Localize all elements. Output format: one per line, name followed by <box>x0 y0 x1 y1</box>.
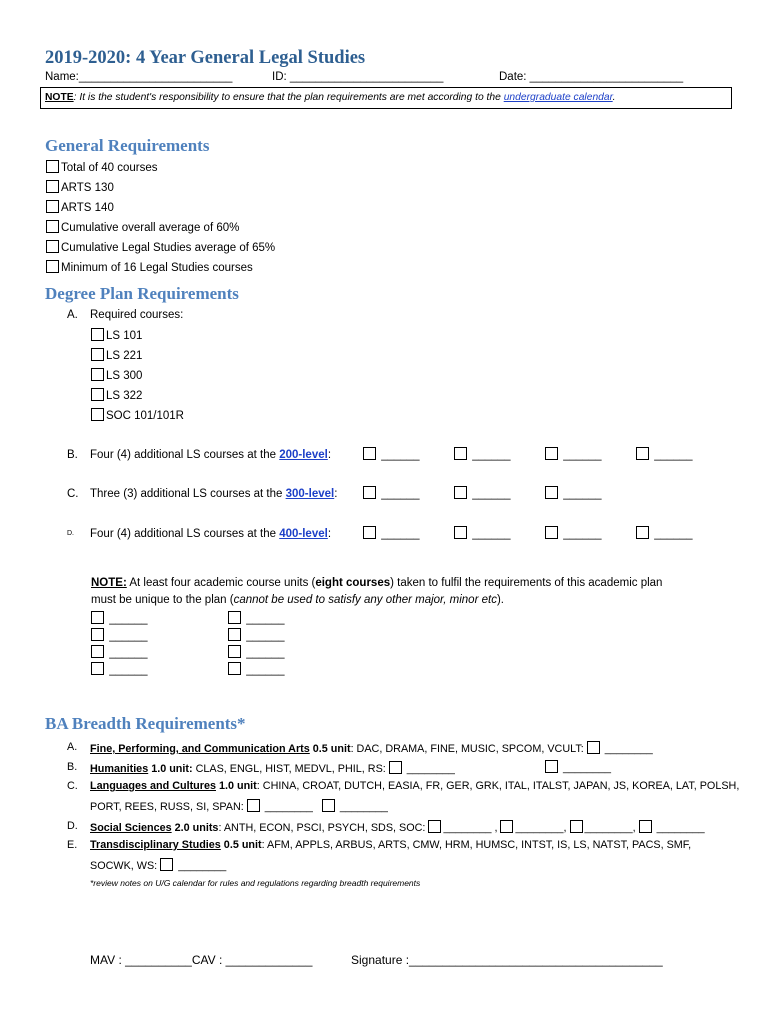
blank-slot <box>636 447 693 461</box>
course-label: LS 300 <box>106 370 143 382</box>
checkbox[interactable] <box>91 645 104 658</box>
blank-slot <box>545 486 602 500</box>
checkbox[interactable] <box>46 200 59 213</box>
blank-slot <box>91 645 148 659</box>
unique-plan-note <box>91 577 662 589</box>
general-item-label: Cumulative Legal Studies average of 65% <box>61 242 276 254</box>
list-marker-e: E. <box>67 839 78 851</box>
checkbox[interactable] <box>160 858 173 871</box>
breadth-e-line2 <box>90 858 226 872</box>
breadth-b-title: Humanities <box>90 763 149 775</box>
breadth-b <box>90 761 455 775</box>
general-requirements-heading: General Requirements <box>45 136 210 155</box>
checkbox[interactable] <box>247 799 260 812</box>
blank-slot <box>545 447 602 461</box>
blank-slot <box>636 526 693 540</box>
blank-line[interactable]: ________ <box>604 743 653 755</box>
blank-line[interactable]: ______ <box>246 647 285 659</box>
colon: : <box>327 449 332 461</box>
checkbox[interactable] <box>228 662 241 675</box>
blank-slot <box>454 486 511 500</box>
mav-cav-field[interactable]: MAV : __________CAV : _____________ <box>90 953 313 967</box>
breadth-b-units: 1.0 unit: <box>148 763 193 775</box>
blank-line[interactable]: ______ <box>246 664 285 676</box>
blank-line[interactable]: ______ <box>246 613 285 625</box>
breadth-d-units: 2.0 units <box>171 822 219 834</box>
list-marker-c: C. <box>67 780 78 792</box>
blank-line[interactable]: ______ <box>381 449 420 461</box>
blank-line[interactable]: ______ <box>246 630 285 642</box>
breadth-d-list: : ANTH, ECON, PSCI, PSYCH, SDS, SOC: <box>218 822 429 834</box>
checkbox[interactable] <box>91 348 104 361</box>
breadth-c-list: : CHINA, CROAT, DUTCH, EASIA, FR, GER, GRK, ITAL, ITALST, JAPAN, JS, KOREA, LAT, POLSH, <box>256 780 740 792</box>
general-item-label: ARTS 130 <box>61 182 114 194</box>
blank-slot <box>228 662 285 676</box>
general-item-label: ARTS 140 <box>61 202 114 214</box>
note-text: ). <box>496 594 504 606</box>
blank-line[interactable]: ________ <box>563 762 612 774</box>
breadth-b-list: CLAS, ENGL, HIST, MEDVL, PHIL, RS: <box>192 763 389 775</box>
blank-slot <box>545 760 611 774</box>
blank-slot <box>545 526 602 540</box>
level-300-link[interactable]: 300-level <box>285 488 335 500</box>
note-label: NOTE <box>45 92 74 103</box>
checkbox[interactable] <box>389 761 402 774</box>
checkbox[interactable] <box>46 220 59 233</box>
breadth-d: Social Sciences 2.0 units: ANTH, ECON, PSCI, PSYCH, SDS, SOC: ________ , ________, ________, ________ <box>90 822 705 834</box>
required-courses-label: Required courses: <box>90 309 184 321</box>
breadth-a <box>90 741 653 755</box>
breadth-d-title: Social Sciences <box>90 822 172 834</box>
blank-line[interactable]: ________ <box>656 822 705 834</box>
checkbox[interactable] <box>454 526 467 539</box>
breadth-c-units: 1.0 unit <box>215 780 257 792</box>
blank-line[interactable]: ______ <box>563 488 602 500</box>
blank-line[interactable]: ______ <box>563 528 602 540</box>
list-marker-d: D. <box>67 820 78 832</box>
blank-line[interactable]: ______ <box>563 449 602 461</box>
blank-slot <box>91 611 148 625</box>
blank-slot <box>228 628 285 642</box>
breadth-c <box>90 780 739 792</box>
level-200-link[interactable]: 200-level <box>279 449 328 461</box>
blank-line[interactable]: ______ <box>109 647 148 659</box>
general-item <box>46 180 114 194</box>
course-item <box>91 388 142 402</box>
checkbox[interactable] <box>545 760 558 773</box>
checkbox[interactable] <box>639 820 652 833</box>
blank-line[interactable]: ______ <box>472 528 511 540</box>
checkbox[interactable] <box>363 447 376 460</box>
blank-slot <box>91 628 148 642</box>
checkbox[interactable] <box>454 447 467 460</box>
course-label: LS 101 <box>106 330 143 342</box>
blank-line[interactable]: ________ <box>515 822 564 834</box>
blank-line[interactable]: ______ <box>654 528 693 540</box>
checkbox[interactable] <box>228 645 241 658</box>
breadth-a-units: 0.5 unit <box>309 743 351 755</box>
checkbox[interactable] <box>91 408 104 421</box>
requirement-b <box>90 449 331 461</box>
blank-line[interactable]: ________ <box>584 822 633 834</box>
general-item <box>46 160 158 174</box>
note-end: . <box>612 92 616 103</box>
blank-line[interactable]: ______ <box>109 613 148 625</box>
checkbox[interactable] <box>46 180 59 193</box>
list-marker-a: A. <box>67 741 78 753</box>
checkbox[interactable] <box>454 486 467 499</box>
requirement-d <box>90 528 331 540</box>
course-label: LS 322 <box>106 390 143 402</box>
colon: : <box>327 528 332 540</box>
id-field[interactable]: ID: ________________________ <box>272 71 444 83</box>
checkbox[interactable] <box>91 328 104 341</box>
blank-line[interactable]: ______ <box>472 488 511 500</box>
note-bold: eight courses <box>315 577 391 589</box>
blank-line[interactable]: ______ <box>109 630 148 642</box>
breadth-heading: BA Breadth Requirements* <box>45 714 246 733</box>
note-text: At least four academic course units ( <box>126 577 316 589</box>
note-label: NOTE: <box>91 577 127 589</box>
blank-slot <box>228 645 285 659</box>
page-title: 2019-2020: 4 Year General Legal Studies <box>45 48 366 68</box>
general-item-label: Cumulative overall average of 60% <box>61 222 240 234</box>
general-item <box>46 200 114 214</box>
course-label: LS 221 <box>106 350 143 362</box>
course-item <box>91 408 184 422</box>
blank-slot <box>363 447 420 461</box>
course-item <box>91 368 142 382</box>
checkbox[interactable] <box>545 447 558 460</box>
blank-line[interactable]: ______ <box>381 528 420 540</box>
checkbox[interactable] <box>570 820 583 833</box>
name-field[interactable]: Name:________________________ <box>45 71 233 83</box>
general-item <box>46 260 253 274</box>
checkbox[interactable] <box>322 799 335 812</box>
checkbox[interactable] <box>500 820 513 833</box>
degree-plan-heading: Degree Plan Requirements <box>45 284 239 303</box>
checkbox[interactable] <box>91 628 104 641</box>
checkbox[interactable] <box>587 741 600 754</box>
level-400-link[interactable]: 400-level <box>279 528 328 540</box>
breadth-e-list: : AFM, APPLS, ARBUS, ARTS, CMW, HRM, HUMSC, INTST, IS, LS, NATST, PACS, SMF, <box>261 839 692 851</box>
note-text: : It is the student's responsibility to ensure that the plan requirements are met according to the <box>73 92 504 103</box>
general-item-label: Total of 40 courses <box>61 162 158 174</box>
list-marker-b: B. <box>67 761 78 773</box>
blank-line[interactable]: ________ <box>264 801 313 813</box>
requirement-b-text: Four (4) additional LS courses at the <box>90 449 280 461</box>
checkbox[interactable] <box>228 611 241 624</box>
blank-slot <box>363 526 420 540</box>
unique-plan-note-line2 <box>91 594 504 606</box>
checkbox[interactable] <box>46 240 59 253</box>
checkbox[interactable] <box>363 526 376 539</box>
course-label: SOC 101/101R <box>106 410 184 422</box>
checkbox[interactable] <box>636 526 649 539</box>
checkbox[interactable] <box>91 388 104 401</box>
breadth-c-line2 <box>90 799 388 813</box>
note-text: ) taken to fulfil the requirements of this academic plan <box>390 577 663 589</box>
breadth-c-list: PORT, REES, RUSS, SI, SPAN: <box>90 801 247 813</box>
checkbox[interactable] <box>91 368 104 381</box>
breadth-e-title: Transdisciplinary Studies <box>90 839 221 851</box>
list-marker-b: B. <box>67 449 78 461</box>
breadth-e-units: 0.5 unit <box>220 839 262 851</box>
undergraduate-calendar-link[interactable]: undergraduate calendar <box>503 92 613 103</box>
blank-line[interactable]: ________ <box>178 860 227 872</box>
signature-field[interactable]: Signature :______________________________________ <box>351 953 663 967</box>
note-italic: cannot be used to satisfy any other major, minor etc <box>233 594 497 606</box>
colon: : <box>334 488 338 500</box>
blank-slot <box>454 526 511 540</box>
checkbox[interactable] <box>428 820 441 833</box>
checkbox[interactable] <box>228 628 241 641</box>
breadth-a-title: Fine, Performing, and Communication Arts <box>90 743 310 755</box>
blank-slot <box>363 486 420 500</box>
blank-slot <box>91 662 148 676</box>
checkbox[interactable] <box>636 447 649 460</box>
list-marker-d: D. <box>67 530 74 537</box>
breadth-footnote: *review notes on U/G calendar for rules and regulations regarding breadth requirements <box>90 878 421 888</box>
course-item <box>91 348 142 362</box>
breadth-e-list: SOCWK, WS: <box>90 860 161 872</box>
blank-slot <box>228 611 285 625</box>
blank-line[interactable]: ________ <box>406 763 455 775</box>
blank-line[interactable]: ________ <box>443 822 492 834</box>
requirement-d-text: Four (4) additional LS courses at the <box>90 528 280 540</box>
list-marker-a: A. <box>67 309 78 321</box>
general-item <box>46 220 239 234</box>
list-marker-c: C. <box>67 488 79 500</box>
checkbox[interactable] <box>545 526 558 539</box>
requirement-c <box>90 488 337 500</box>
blank-slot <box>454 447 511 461</box>
blank-line[interactable]: ________ <box>339 801 388 813</box>
blank-line[interactable]: ______ <box>654 449 693 461</box>
breadth-e <box>90 839 691 851</box>
requirement-c-text: Three (3) additional LS courses at the <box>90 488 286 500</box>
checkbox[interactable] <box>363 486 376 499</box>
checkbox[interactable] <box>91 611 104 624</box>
checkbox[interactable] <box>46 260 59 273</box>
responsibility-note <box>40 87 732 109</box>
checkbox[interactable] <box>545 486 558 499</box>
blank-line[interactable]: ______ <box>472 449 511 461</box>
course-item <box>91 328 142 342</box>
general-item-label: Minimum of 16 Legal Studies courses <box>61 262 253 274</box>
checkbox[interactable] <box>46 160 59 173</box>
general-item <box>46 240 275 254</box>
checkbox[interactable] <box>91 662 104 675</box>
note-text: must be unique to the plan ( <box>91 594 234 606</box>
blank-line[interactable]: ______ <box>381 488 420 500</box>
date-field[interactable]: Date: ________________________ <box>499 71 684 83</box>
breadth-a-list: : DAC, DRAMA, FINE, MUSIC, SPCOM, VCULT: <box>350 743 587 755</box>
blank-line[interactable]: ______ <box>109 664 148 676</box>
breadth-c-title: Languages and Cultures <box>90 780 216 792</box>
